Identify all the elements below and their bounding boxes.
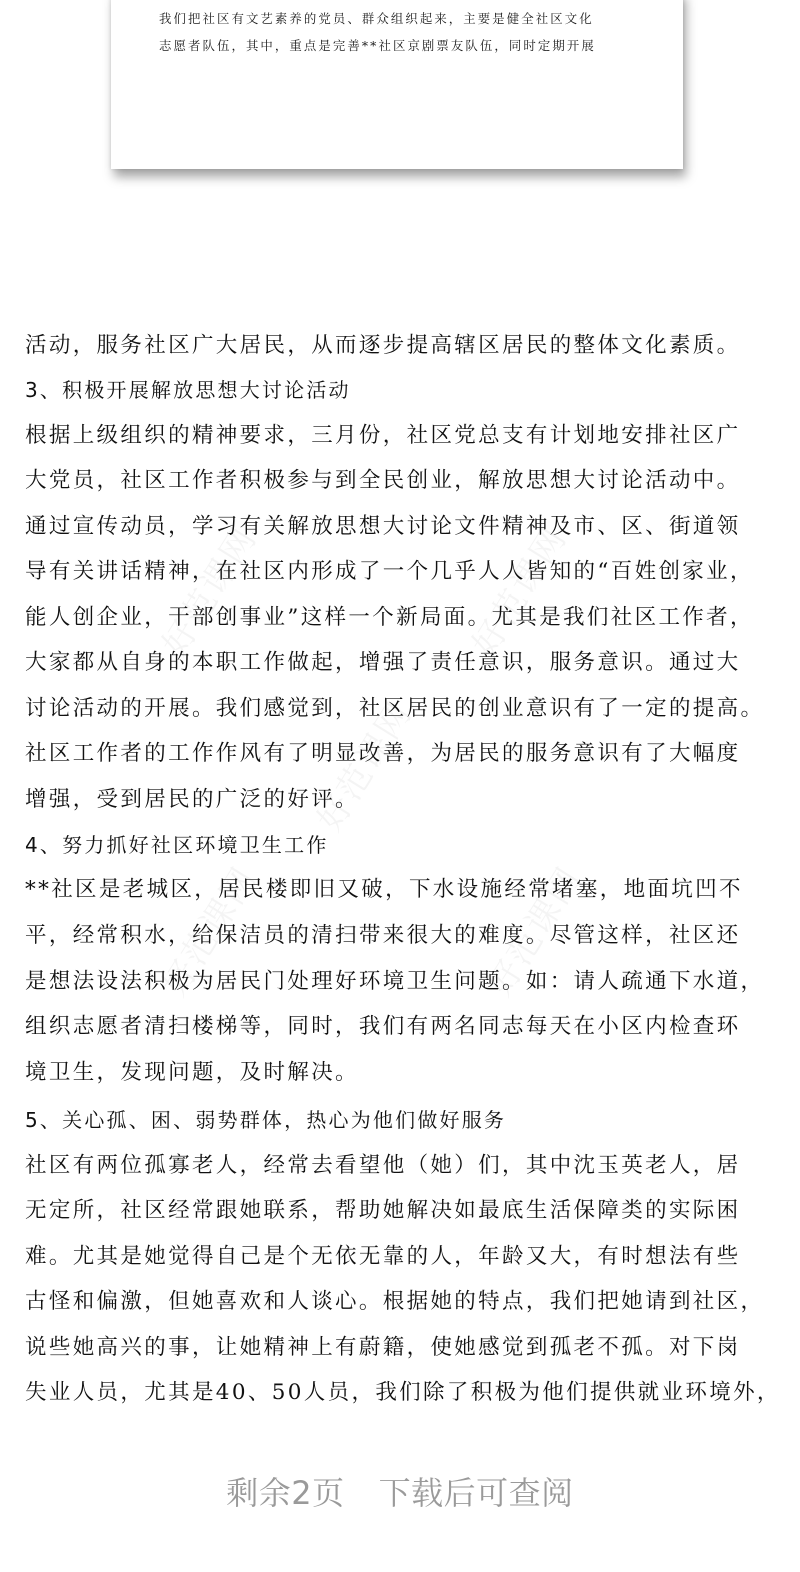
page-preview-card xyxy=(111,0,683,169)
section-heading-4: 4、努力抓好社区环境卫生工作 xyxy=(25,833,329,857)
section-heading-5: 5、关心孤、困、弱势群体，热心为他们做好服务 xyxy=(25,1108,507,1132)
document-body-line: 平，经常积水，给保洁员的清扫带来很大的难度。尽管这样，社区还 xyxy=(25,923,741,948)
document-body-line: 失业人员，尤其是40、50人员，我们除了积极为他们提供就业环境外， xyxy=(25,1380,781,1405)
document-body-line: 讨论活动的开展。我们感觉到，社区居民的创业意识有了一定的提高。 xyxy=(25,696,765,721)
document-body-line: 是想法设法积极为居民门处理好环境卫生问题。如：请人疏通下水道， xyxy=(25,969,765,994)
document-body-line: 社区工作者的工作作风有了明显改善，为居民的服务意识有了大幅度 xyxy=(25,741,741,766)
download-to-read-more-banner[interactable] xyxy=(0,1468,800,1514)
document-body-line: 境卫生，发现问题，及时解决。 xyxy=(25,1060,359,1085)
document-body-line: 难。尤其是她觉得自己是个无依无靠的人，年龄又大，有时想法有些 xyxy=(25,1244,741,1269)
document-body-line: 无定所，社区经常跟她联系，帮助她解决如最底生活保障类的实际困 xyxy=(25,1198,741,1223)
card-text-line: 志愿者队伍，其中，重点是完善**社区京剧票友队伍，同时定期开展 xyxy=(159,38,596,53)
document-body-line: **社区是老城区，居民楼即旧又破，下水设施经常堵塞，地面坑凹不 xyxy=(25,877,743,902)
document-body-line: 组织志愿者清扫楼梯等，同时，我们有两名同志每天在小区内检查环 xyxy=(25,1014,741,1039)
download-prompt-label: 下载后可查阅 xyxy=(378,1474,574,1512)
document-body-line: 增强，受到居民的广泛的好评。 xyxy=(25,787,359,812)
section-heading-3: 3、积极开展解放思想大讨论活动 xyxy=(25,378,351,402)
document-body-line: 社区有两位孤寡老人，经常去看望他（她）们，其中沈玉英老人，居 xyxy=(25,1153,741,1178)
document-body-line: 能人创企业，干部创事业”这样一个新局面。尤其是我们社区工作者， xyxy=(25,605,754,630)
pages-remaining-label: 剩余2页 xyxy=(226,1474,345,1512)
document-body-line: 导有关讲话精神，在社区内形成了一个几乎人人皆知的“百姓创家业， xyxy=(25,559,754,584)
document-body-line: 通过宣传动员，学习有关解放思想大讨论文件精神及市、区、街道领 xyxy=(25,514,741,539)
document-body-line: 古怪和偏激，但她喜欢和人谈心。根据她的特点，我们把她请到社区， xyxy=(25,1289,765,1314)
document-body-line: 大党员，社区工作者积极参与到全民创业，解放思想大讨论活动中。 xyxy=(25,468,741,493)
document-body-line: 活动，服务社区广大居民，从而逐步提高辖区居民的整体文化素质。 xyxy=(25,333,741,358)
document-body-line: 说些她高兴的事，让她精神上有蔚籍，使她感觉到孤老不孤。对下岗 xyxy=(25,1335,741,1360)
document-body-line: 根据上级组织的精神要求，三月份，社区党总支有计划地安排社区广 xyxy=(25,423,741,448)
card-text-line: 我们把社区有文艺素养的党员、群众组织起来，主要是健全社区文化 xyxy=(159,11,594,26)
document-body-line: 大家都从自身的本职工作做起，增强了责任意识，服务意识。通过大 xyxy=(25,650,741,675)
